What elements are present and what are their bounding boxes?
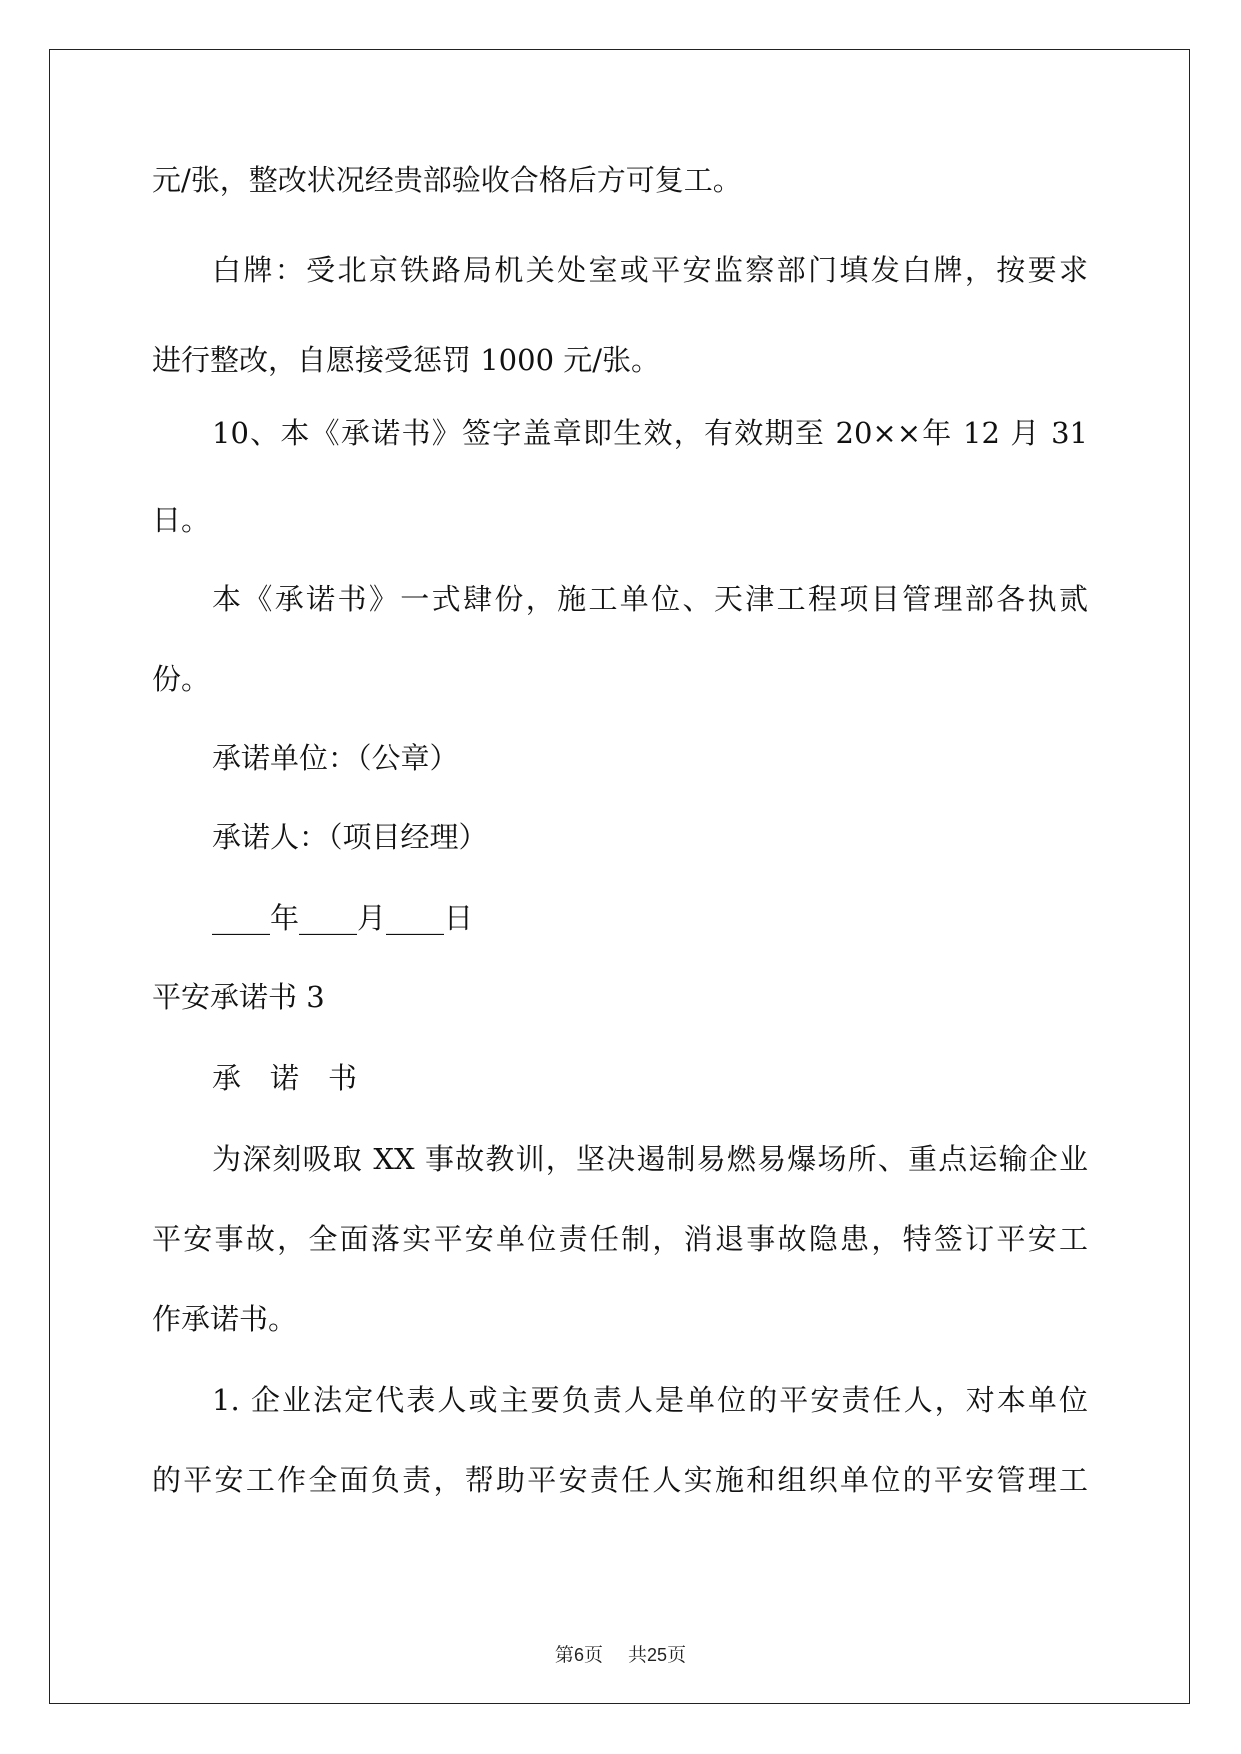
text-line: 份。 [152, 662, 211, 696]
footer-total-pages: 25 [647, 1645, 668, 1665]
text-line: 承诺人：（项目经理） [212, 820, 488, 854]
footer-total-prefix: 共 [628, 1644, 648, 1666]
page-border [49, 49, 1190, 1704]
text-line: 作承诺书。 [152, 1302, 298, 1336]
text-line: 白牌：受北京铁路局机关处室或平安监察部门填发白牌，按要求 [212, 253, 1088, 287]
text-line: 日。 [152, 503, 211, 537]
footer-total-suffix: 页 [667, 1644, 687, 1666]
text-line: 元/张，整改状况经贵部验收合格后方可复工。 [152, 163, 742, 197]
text-line: 1. 企业法定代表人或主要负责人是单位的平安责任人，对本单位 [212, 1383, 1088, 1417]
footer-page-suffix: 页 [583, 1644, 603, 1666]
footer-prefix: 第 [554, 1644, 574, 1666]
text-line: 本《承诺书》一式肆份，施工单位、天津工程项目管理部各执贰 [212, 582, 1088, 616]
page-footer [0, 1642, 1241, 1668]
text-line: 为深刻吸取 XX 事故教训，坚决遏制易燃易爆场所、重点运输企业 [212, 1142, 1088, 1176]
signature-date-line: ____年____月____日 [212, 901, 474, 935]
footer-page-number: 6 [573, 1645, 584, 1665]
text-line: 的平安工作全面负责，帮助平安责任人实施和组织单位的平安管理工 [152, 1463, 1088, 1497]
document-title: 承 诺 书 [212, 1061, 358, 1095]
text-line: 承诺单位：（公章） [212, 741, 459, 775]
text-line: 平安事故，全面落实平安单位责任制，消退事故隐患，特签订平安工 [152, 1222, 1088, 1256]
text-line: 10、本《承诺书》签字盖章即生效，有效期至 20××年 12 月 31 [212, 416, 1088, 450]
section-heading: 平安承诺书 3 [152, 980, 325, 1014]
text-line: 进行整改，自愿接受惩罚 1000 元/张。 [152, 343, 661, 377]
